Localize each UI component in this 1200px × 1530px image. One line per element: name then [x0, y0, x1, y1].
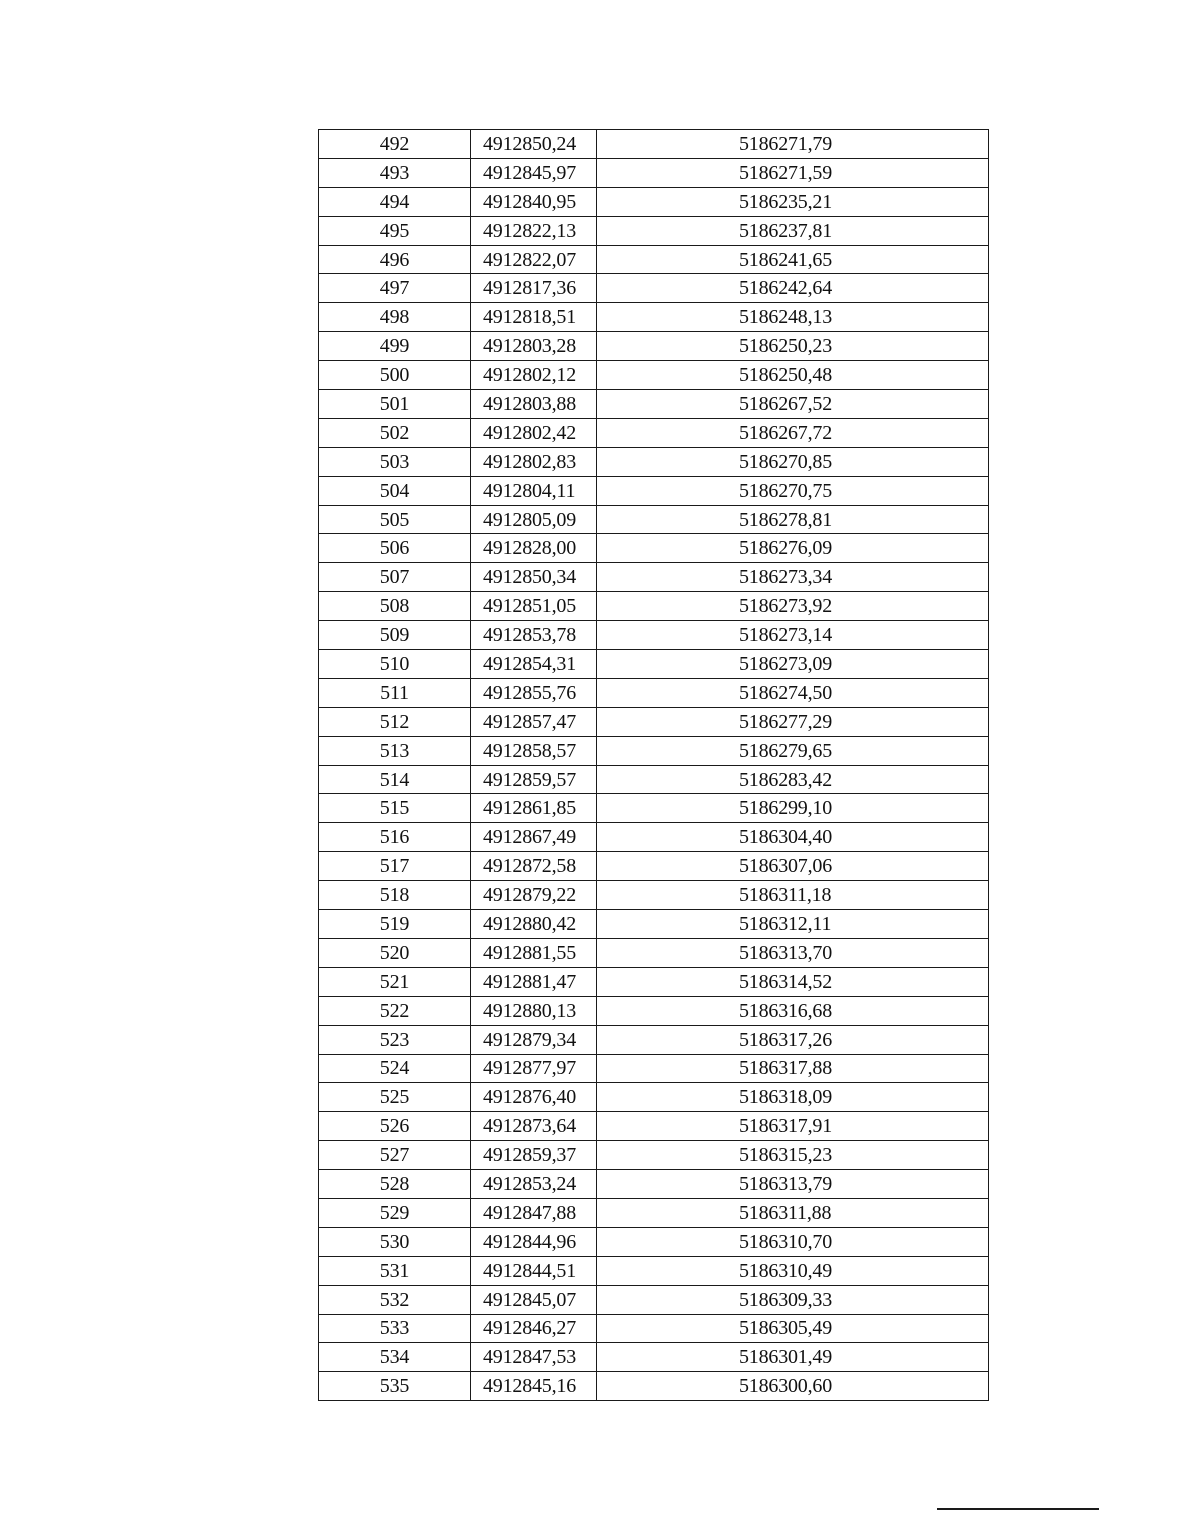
point-number-cell: 510 [319, 650, 471, 679]
point-number-cell: 519 [319, 910, 471, 939]
y-coordinate-cell: 5186270,75 [597, 476, 989, 505]
point-number-cell: 508 [319, 592, 471, 621]
x-coordinate-cell: 4912804,11 [471, 476, 597, 505]
table-row [319, 765, 989, 794]
table-row [319, 332, 989, 361]
point-number-cell: 528 [319, 1170, 471, 1199]
x-coordinate-cell: 4912802,12 [471, 361, 597, 390]
y-coordinate-cell: 5186316,68 [597, 996, 989, 1025]
x-coordinate-cell: 4912861,85 [471, 794, 597, 823]
y-coordinate-cell: 5186242,64 [597, 274, 989, 303]
x-coordinate-cell: 4912858,57 [471, 736, 597, 765]
point-number-cell: 502 [319, 418, 471, 447]
table-row [319, 678, 989, 707]
point-number-cell: 504 [319, 476, 471, 505]
point-number-cell: 526 [319, 1112, 471, 1141]
y-coordinate-cell: 5186273,09 [597, 650, 989, 679]
point-number-cell: 505 [319, 505, 471, 534]
y-coordinate-cell: 5186241,65 [597, 245, 989, 274]
coordinates-table-body [319, 130, 989, 1401]
table-row [319, 996, 989, 1025]
y-coordinate-cell: 5186317,88 [597, 1054, 989, 1083]
point-number-cell: 494 [319, 187, 471, 216]
x-coordinate-cell: 4912844,96 [471, 1227, 597, 1256]
point-number-cell: 533 [319, 1314, 471, 1343]
table-row [319, 1285, 989, 1314]
y-coordinate-cell: 5186301,49 [597, 1343, 989, 1372]
table-row [319, 505, 989, 534]
y-coordinate-cell: 5186310,49 [597, 1256, 989, 1285]
table-row [319, 158, 989, 187]
x-coordinate-cell: 4912845,16 [471, 1372, 597, 1401]
table-row [319, 794, 989, 823]
point-number-cell: 518 [319, 881, 471, 910]
y-coordinate-cell: 5186311,18 [597, 881, 989, 910]
point-number-cell: 492 [319, 130, 471, 159]
point-number-cell: 532 [319, 1285, 471, 1314]
y-coordinate-cell: 5186315,23 [597, 1141, 989, 1170]
y-coordinate-cell: 5186283,42 [597, 765, 989, 794]
x-coordinate-cell: 4912845,07 [471, 1285, 597, 1314]
table-row [319, 1025, 989, 1054]
x-coordinate-cell: 4912828,00 [471, 534, 597, 563]
x-coordinate-cell: 4912867,49 [471, 823, 597, 852]
y-coordinate-cell: 5186250,23 [597, 332, 989, 361]
x-coordinate-cell: 4912840,95 [471, 187, 597, 216]
y-coordinate-cell: 5186279,65 [597, 736, 989, 765]
x-coordinate-cell: 4912850,34 [471, 563, 597, 592]
y-coordinate-cell: 5186278,81 [597, 505, 989, 534]
point-number-cell: 509 [319, 621, 471, 650]
table-row [319, 245, 989, 274]
point-number-cell: 495 [319, 216, 471, 245]
x-coordinate-cell: 4912876,40 [471, 1083, 597, 1112]
table-row [319, 1112, 989, 1141]
y-coordinate-cell: 5186270,85 [597, 447, 989, 476]
point-number-cell: 534 [319, 1343, 471, 1372]
x-coordinate-cell: 4912879,22 [471, 881, 597, 910]
y-coordinate-cell: 5186271,59 [597, 158, 989, 187]
y-coordinate-cell: 5186310,70 [597, 1227, 989, 1256]
table-row [319, 707, 989, 736]
y-coordinate-cell: 5186314,52 [597, 967, 989, 996]
table-row [319, 1343, 989, 1372]
y-coordinate-cell: 5186248,13 [597, 303, 989, 332]
point-number-cell: 525 [319, 1083, 471, 1112]
x-coordinate-cell: 4912859,37 [471, 1141, 597, 1170]
table-row [319, 1314, 989, 1343]
x-coordinate-cell: 4912855,76 [471, 678, 597, 707]
x-coordinate-cell: 4912822,07 [471, 245, 597, 274]
point-number-cell: 529 [319, 1198, 471, 1227]
x-coordinate-cell: 4912881,47 [471, 967, 597, 996]
x-coordinate-cell: 4912845,97 [471, 158, 597, 187]
table-row [319, 447, 989, 476]
y-coordinate-cell: 5186250,48 [597, 361, 989, 390]
point-number-cell: 516 [319, 823, 471, 852]
table-row [319, 130, 989, 159]
footer-rule [937, 1508, 1099, 1510]
table-row [319, 910, 989, 939]
point-number-cell: 497 [319, 274, 471, 303]
y-coordinate-cell: 5186312,11 [597, 910, 989, 939]
y-coordinate-cell: 5186305,49 [597, 1314, 989, 1343]
table-row [319, 361, 989, 390]
point-number-cell: 499 [319, 332, 471, 361]
table-row [319, 418, 989, 447]
point-number-cell: 503 [319, 447, 471, 476]
y-coordinate-cell: 5186307,06 [597, 852, 989, 881]
x-coordinate-cell: 4912805,09 [471, 505, 597, 534]
y-coordinate-cell: 5186273,14 [597, 621, 989, 650]
table-row [319, 534, 989, 563]
point-number-cell: 513 [319, 736, 471, 765]
x-coordinate-cell: 4912881,55 [471, 938, 597, 967]
y-coordinate-cell: 5186267,72 [597, 418, 989, 447]
table-row [319, 938, 989, 967]
x-coordinate-cell: 4912822,13 [471, 216, 597, 245]
x-coordinate-cell: 4912859,57 [471, 765, 597, 794]
point-number-cell: 520 [319, 938, 471, 967]
table-row [319, 303, 989, 332]
table-row [319, 1227, 989, 1256]
point-number-cell: 523 [319, 1025, 471, 1054]
x-coordinate-cell: 4912802,42 [471, 418, 597, 447]
table-row [319, 967, 989, 996]
point-number-cell: 496 [319, 245, 471, 274]
point-number-cell: 514 [319, 765, 471, 794]
y-coordinate-cell: 5186273,92 [597, 592, 989, 621]
x-coordinate-cell: 4912853,78 [471, 621, 597, 650]
x-coordinate-cell: 4912802,83 [471, 447, 597, 476]
table-row [319, 563, 989, 592]
y-coordinate-cell: 5186313,79 [597, 1170, 989, 1199]
x-coordinate-cell: 4912803,88 [471, 390, 597, 419]
y-coordinate-cell: 5186276,09 [597, 534, 989, 563]
table-row [319, 1256, 989, 1285]
point-number-cell: 511 [319, 678, 471, 707]
y-coordinate-cell: 5186277,29 [597, 707, 989, 736]
y-coordinate-cell: 5186299,10 [597, 794, 989, 823]
y-coordinate-cell: 5186267,52 [597, 390, 989, 419]
x-coordinate-cell: 4912850,24 [471, 130, 597, 159]
x-coordinate-cell: 4912847,88 [471, 1198, 597, 1227]
y-coordinate-cell: 5186317,26 [597, 1025, 989, 1054]
table-row [319, 1198, 989, 1227]
x-coordinate-cell: 4912853,24 [471, 1170, 597, 1199]
table-row [319, 1054, 989, 1083]
y-coordinate-cell: 5186318,09 [597, 1083, 989, 1112]
x-coordinate-cell: 4912847,53 [471, 1343, 597, 1372]
x-coordinate-cell: 4912880,42 [471, 910, 597, 939]
point-number-cell: 493 [319, 158, 471, 187]
point-number-cell: 521 [319, 967, 471, 996]
table-row [319, 1083, 989, 1112]
table-row [319, 852, 989, 881]
x-coordinate-cell: 4912803,28 [471, 332, 597, 361]
point-number-cell: 524 [319, 1054, 471, 1083]
table-row [319, 650, 989, 679]
x-coordinate-cell: 4912817,36 [471, 274, 597, 303]
point-number-cell: 506 [319, 534, 471, 563]
point-number-cell: 515 [319, 794, 471, 823]
point-number-cell: 535 [319, 1372, 471, 1401]
x-coordinate-cell: 4912872,58 [471, 852, 597, 881]
table-row [319, 592, 989, 621]
point-number-cell: 530 [319, 1227, 471, 1256]
y-coordinate-cell: 5186317,91 [597, 1112, 989, 1141]
x-coordinate-cell: 4912880,13 [471, 996, 597, 1025]
table-row [319, 274, 989, 303]
table-row [319, 1372, 989, 1401]
y-coordinate-cell: 5186309,33 [597, 1285, 989, 1314]
x-coordinate-cell: 4912879,34 [471, 1025, 597, 1054]
table-row [319, 187, 989, 216]
x-coordinate-cell: 4912844,51 [471, 1256, 597, 1285]
point-number-cell: 527 [319, 1141, 471, 1170]
table-row [319, 823, 989, 852]
table-row [319, 216, 989, 245]
y-coordinate-cell: 5186311,88 [597, 1198, 989, 1227]
table-row [319, 881, 989, 910]
x-coordinate-cell: 4912877,97 [471, 1054, 597, 1083]
point-number-cell: 512 [319, 707, 471, 736]
y-coordinate-cell: 5186300,60 [597, 1372, 989, 1401]
point-number-cell: 522 [319, 996, 471, 1025]
y-coordinate-cell: 5186313,70 [597, 938, 989, 967]
table-row [319, 476, 989, 505]
point-number-cell: 500 [319, 361, 471, 390]
x-coordinate-cell: 4912873,64 [471, 1112, 597, 1141]
y-coordinate-cell: 5186235,21 [597, 187, 989, 216]
y-coordinate-cell: 5186271,79 [597, 130, 989, 159]
point-number-cell: 498 [319, 303, 471, 332]
y-coordinate-cell: 5186304,40 [597, 823, 989, 852]
table-row [319, 621, 989, 650]
table-row [319, 1170, 989, 1199]
table-row [319, 390, 989, 419]
point-number-cell: 531 [319, 1256, 471, 1285]
point-number-cell: 517 [319, 852, 471, 881]
table-row [319, 1141, 989, 1170]
coordinates-table [318, 129, 989, 1401]
y-coordinate-cell: 5186274,50 [597, 678, 989, 707]
y-coordinate-cell: 5186273,34 [597, 563, 989, 592]
point-number-cell: 507 [319, 563, 471, 592]
point-number-cell: 501 [319, 390, 471, 419]
table-row [319, 736, 989, 765]
x-coordinate-cell: 4912851,05 [471, 592, 597, 621]
x-coordinate-cell: 4912854,31 [471, 650, 597, 679]
y-coordinate-cell: 5186237,81 [597, 216, 989, 245]
x-coordinate-cell: 4912857,47 [471, 707, 597, 736]
x-coordinate-cell: 4912818,51 [471, 303, 597, 332]
x-coordinate-cell: 4912846,27 [471, 1314, 597, 1343]
